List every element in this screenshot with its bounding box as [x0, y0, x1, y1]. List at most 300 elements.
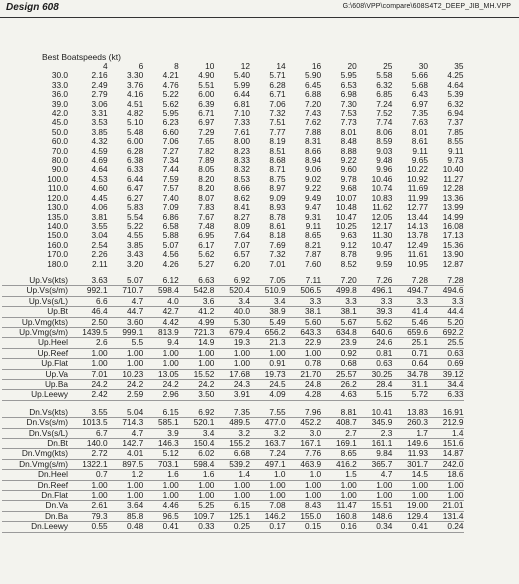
table-row: [2, 480, 464, 490]
table-row: [2, 459, 464, 469]
table-cell: 6.71: [198, 108, 215, 119]
table-cell: 7.89: [198, 155, 215, 166]
table-row: [2, 203, 464, 212]
table-cell: 5.25: [179, 501, 215, 511]
table-cell: 0.34: [357, 522, 393, 532]
table-cell: 7.61: [233, 126, 250, 137]
table-cell: 8.81: [321, 408, 357, 418]
table-cell: 0.48: [108, 522, 144, 532]
table-cell: 9.22: [305, 183, 322, 194]
row-label: 80.0: [51, 155, 68, 166]
row-label: 110.0: [47, 183, 68, 194]
table-cell: 24.2: [108, 380, 144, 390]
row-label: Up.Leewy: [2, 390, 72, 400]
table-cell: 21.3: [250, 338, 286, 348]
table-cell: 163.7: [250, 439, 286, 449]
table-cell: 8.93: [269, 202, 286, 213]
table-cell: 8.52: [340, 258, 357, 269]
table-row: [2, 296, 464, 306]
table-cell: 13.44: [407, 211, 428, 222]
table-cell: 212.9: [428, 418, 464, 428]
table-cell: 0.68: [321, 359, 357, 369]
table-cell: 6.7: [72, 428, 108, 438]
table-cell: 1.00: [428, 480, 464, 490]
table-row: [2, 118, 464, 127]
table-cell: 1.00: [143, 359, 179, 369]
table-row: [2, 147, 464, 156]
table-cell: 510.9: [250, 286, 286, 296]
table-cell: 6.15: [143, 408, 179, 418]
table-cell: 24.2: [143, 380, 179, 390]
table-cell: 9.95: [376, 249, 393, 260]
table-cell: 1.4: [428, 428, 464, 438]
table-cell: 9.06: [305, 164, 322, 175]
table-cell: 4.56: [162, 249, 179, 260]
table-cell: 6.45: [305, 79, 322, 90]
table-cell: 301.7: [392, 459, 428, 469]
table-cell: 1.00: [179, 491, 215, 501]
table-cell: 714.3: [108, 418, 144, 428]
table-cell: 1.00: [286, 491, 322, 501]
table-cell: 38.9: [250, 307, 286, 317]
table-cell: 15.52: [179, 369, 215, 379]
table-cell: 31.1: [392, 380, 428, 390]
table-cell: 10.74: [371, 183, 393, 194]
table-cell: 8.78: [269, 211, 286, 222]
table-cell: 7.69: [269, 239, 286, 250]
table-cell: 3.04: [91, 230, 108, 241]
table-cell: 3.55: [72, 408, 108, 418]
table-cell: 1.00: [108, 359, 144, 369]
table-cell: 2.59: [108, 390, 144, 400]
table-row: [2, 428, 464, 438]
table-cell: 3.3: [321, 296, 357, 306]
row-label: Dn.Leewy: [2, 522, 72, 532]
table-cell: 1.00: [143, 491, 179, 501]
table-cell: 8.18: [269, 230, 286, 241]
table-cell: 42.7: [143, 307, 179, 317]
table-row: [2, 90, 464, 99]
table-cell: 1.00: [72, 491, 108, 501]
row-label: Dn.Vs(s/m): [2, 418, 72, 428]
file-path: G:\608\VPP\compare\608S4T2_DEEP_JIB_MH.VPP: [342, 3, 511, 10]
row-label: 45.0: [51, 117, 68, 128]
vpp-table-body: [2, 62, 464, 532]
table-row: [2, 71, 464, 80]
table-cell: 452.2: [286, 418, 322, 428]
table-cell: 659.6: [392, 327, 428, 337]
table-cell: 2.16: [91, 70, 108, 81]
table-cell: 11.47: [321, 501, 357, 511]
table-cell: 7.63: [411, 117, 428, 128]
table-cell: 5.46: [392, 317, 428, 327]
row-label: 50.0: [51, 126, 68, 137]
table-cell: 6.43: [411, 89, 428, 100]
table-cell: 7.20: [321, 276, 357, 286]
row-label: 120.0: [47, 192, 68, 203]
table-cell: 146.2: [250, 511, 286, 521]
table-cell: 11.30: [372, 230, 393, 241]
table-cell: 3.30: [127, 70, 144, 81]
table-cell: 4.76: [162, 79, 179, 90]
table-cell: 7.01: [72, 369, 108, 379]
table-cell: 692.2: [428, 327, 464, 337]
table-cell: 4.09: [250, 390, 286, 400]
table-cell: 8.65: [305, 230, 322, 241]
table-cell: 8.33: [233, 155, 250, 166]
table-cell: 6.02: [179, 449, 215, 459]
table-cell: 7.33: [233, 117, 250, 128]
table-cell: 8.94: [305, 155, 322, 166]
table-cell: 1.6: [179, 470, 215, 480]
table-cell: 13.05: [143, 369, 179, 379]
table-cell: 3.3: [286, 296, 322, 306]
table-cell: 5.67: [321, 317, 357, 327]
table-cell: 7.43: [305, 108, 322, 119]
table-cell: 39.3: [357, 307, 393, 317]
table-cell: 9.11: [412, 145, 428, 156]
table-cell: 1.4: [214, 470, 250, 480]
table-cell: 1.00: [179, 480, 215, 490]
table-row: [2, 408, 464, 418]
table-cell: 542.8: [179, 286, 215, 296]
table-cell: 9.31: [305, 211, 322, 222]
table-cell: 0.63: [428, 348, 464, 358]
table-cell: 6.86: [162, 211, 179, 222]
table-cell: 1322.1: [72, 459, 108, 469]
table-cell: 1.00: [357, 480, 393, 490]
table-cell: 6.39: [198, 98, 215, 109]
table-cell: 1439.5: [72, 327, 108, 337]
table-cell: 7.76: [286, 449, 322, 459]
table-cell: 477.0: [250, 418, 286, 428]
table-cell: 6.23: [162, 117, 179, 128]
table-cell: 3.63: [72, 276, 108, 286]
table-cell: 5.07: [162, 239, 179, 250]
table-cell: 6.32: [447, 98, 464, 109]
row-label: Dn.Ba: [2, 511, 72, 521]
row-label: Up.Reef: [2, 348, 72, 358]
table-cell: 0.16: [321, 522, 357, 532]
wind-speed-header: 25: [383, 61, 393, 71]
table-cell: 4.64: [447, 79, 464, 90]
table-cell: 2.3: [357, 428, 393, 438]
table-cell: 14.99: [442, 211, 464, 222]
table-cell: 129.4: [392, 511, 428, 521]
table-cell: 149.6: [392, 439, 428, 449]
table-cell: 6.63: [179, 276, 215, 286]
table-cell: 21.01: [428, 501, 464, 511]
table-cell: 8.20: [198, 183, 215, 194]
table-cell: 1.00: [214, 480, 250, 490]
table-cell: 11.61: [407, 249, 428, 260]
table-cell: 151.6: [428, 439, 464, 449]
table-cell: 5.71: [269, 70, 286, 81]
table-row: [2, 418, 464, 428]
table-cell: 5.62: [162, 98, 179, 109]
table-cell: 6.28: [269, 79, 286, 90]
table-cell: 5.83: [127, 202, 144, 213]
table-cell: 1.0: [286, 470, 322, 480]
table-cell: 12.77: [407, 202, 428, 213]
table-cell: 9.4: [143, 338, 179, 348]
table-cell: 19.00: [392, 501, 428, 511]
table-cell: 6.44: [127, 173, 144, 184]
table-cell: 6.20: [233, 258, 250, 269]
table-cell: 5.39: [447, 89, 464, 100]
table-cell: 6.33: [127, 164, 144, 175]
table-cell: 7.09: [162, 202, 179, 213]
table-cell: 8.71: [269, 164, 286, 175]
table-cell: 8.01: [411, 126, 428, 137]
table-cell: 3.91: [214, 390, 250, 400]
table-cell: 2.11: [92, 258, 108, 269]
row-label: 160.0: [47, 239, 68, 250]
table-cell: 0.7: [72, 470, 108, 480]
table-cell: 3.50: [179, 390, 215, 400]
table-cell: 3.3: [357, 296, 393, 306]
table-cell: 2.50: [72, 317, 108, 327]
table-cell: 4.53: [91, 173, 108, 184]
table-cell: 6.15: [214, 501, 250, 511]
wind-speed-header: 10: [205, 61, 215, 71]
table-cell: 1.00: [179, 348, 215, 358]
table-cell: 992.1: [72, 286, 108, 296]
table-cell: 520.4: [214, 286, 250, 296]
section-label: Best Boatspeeds (kt): [42, 52, 121, 62]
table-cell: 4.32: [91, 136, 108, 147]
table-cell: 5.54: [127, 211, 144, 222]
table-cell: 9.02: [305, 173, 322, 184]
table-cell: 10.83: [371, 192, 393, 203]
table-cell: 598.4: [143, 286, 179, 296]
table-cell: 13.83: [392, 408, 428, 418]
table-cell: 7.05: [250, 276, 286, 286]
table-cell: 1.5: [321, 470, 357, 480]
table-row: [2, 231, 464, 240]
table-cell: 12.17: [371, 220, 393, 231]
table-cell: 494.6: [428, 286, 464, 296]
table-cell: 5.66: [411, 70, 428, 81]
table-cell: 5.88: [162, 230, 179, 241]
table-cell: 999.1: [108, 327, 144, 337]
table-cell: 3.85: [91, 126, 108, 137]
table-cell: 4.99: [179, 317, 215, 327]
table-cell: 4.7: [108, 296, 144, 306]
table-cell: 7.53: [340, 108, 357, 119]
row-label: 70.0: [51, 145, 68, 156]
row-label: Up.Bt: [2, 307, 72, 317]
table-cell: 365.7: [357, 459, 393, 469]
wind-speed-header: 16: [311, 61, 322, 71]
table-cell: 8.61: [269, 220, 286, 231]
table-row: [2, 260, 464, 269]
table-row: [2, 307, 464, 317]
table-cell: 10.95: [407, 258, 428, 269]
table-cell: 9.11: [305, 220, 322, 231]
table-row: [2, 194, 464, 203]
table-cell: 710.7: [108, 286, 144, 296]
table-cell: 3.4: [250, 296, 286, 306]
table-cell: 9.59: [376, 258, 393, 269]
table-cell: 5.51: [198, 79, 215, 90]
vpp-table: [2, 62, 464, 533]
table-cell: 4.51: [127, 98, 144, 109]
wind-speed-header: 4: [102, 61, 108, 71]
table-cell: 6.57: [233, 249, 250, 260]
table-cell: 4.55: [127, 230, 144, 241]
table-cell: 12.49: [407, 239, 428, 250]
table-cell: 1.00: [428, 491, 464, 501]
table-row: [2, 359, 464, 369]
table-cell: 140.0: [72, 439, 108, 449]
table-cell: 9.22: [340, 155, 357, 166]
table-cell: 41.4: [392, 307, 428, 317]
table-cell: 9.03: [376, 145, 393, 156]
table-cell: 0.41: [143, 522, 179, 532]
table-cell: 79.3: [72, 511, 108, 521]
table-row: [2, 327, 464, 337]
table-cell: 0.24: [428, 522, 464, 532]
table-cell: 7.24: [250, 449, 286, 459]
table-cell: 17.68: [214, 369, 250, 379]
table-row: [2, 109, 464, 118]
table-cell: 5.15: [357, 390, 393, 400]
table-cell: 7.32: [269, 249, 286, 260]
row-label: 42.0: [51, 108, 68, 119]
table-cell: 22.9: [286, 338, 322, 348]
table-cell: 5.95: [162, 108, 179, 119]
table-cell: 5.68: [411, 79, 428, 90]
row-label: 100.0: [47, 173, 68, 184]
table-cell: 23.9: [321, 338, 357, 348]
table-cell: 585.1: [143, 418, 179, 428]
table-cell: 9.68: [340, 183, 357, 194]
spacer-cell: [2, 269, 464, 276]
table-cell: 634.8: [321, 327, 357, 337]
table-cell: 7.26: [357, 276, 393, 286]
table-cell: 6.97: [411, 98, 428, 109]
table-cell: 7.55: [250, 408, 286, 418]
table-cell: 4.16: [127, 89, 144, 100]
table-cell: 14.87: [428, 449, 464, 459]
table-cell: 4.25: [447, 70, 464, 81]
table-cell: 8.61: [411, 136, 428, 147]
table-row: [2, 317, 464, 327]
table-cell: 0.71: [392, 348, 428, 358]
table-cell: 96.5: [143, 511, 179, 521]
table-cell: 2.61: [72, 501, 108, 511]
table-cell: 4.06: [91, 202, 108, 213]
table-cell: 0.33: [179, 522, 215, 532]
wind-speed-header: 12: [240, 61, 250, 71]
table-cell: 0.17: [250, 522, 286, 532]
table-cell: 1.00: [214, 348, 250, 358]
table-cell: 345.9: [357, 418, 393, 428]
table-cell: 7.65: [198, 136, 215, 147]
table-cell: 44.4: [428, 307, 464, 317]
table-cell: 5.10: [127, 117, 144, 128]
table-cell: 8.27: [233, 211, 250, 222]
table-cell: 0.69: [428, 359, 464, 369]
table-cell: 7.44: [162, 164, 179, 175]
table-cell: 4.7: [357, 470, 393, 480]
table-cell: 463.9: [286, 459, 322, 469]
row-label: Dn.Vs(kts): [2, 408, 72, 418]
table-cell: 3.4: [214, 296, 250, 306]
table-cell: 7.59: [162, 173, 179, 184]
table-cell: 7.73: [340, 117, 357, 128]
table-cell: 15.36: [442, 239, 464, 250]
table-cell: 0.81: [357, 348, 393, 358]
table-row: [2, 348, 464, 358]
table-cell: 8.43: [286, 501, 322, 511]
table-row: [2, 276, 464, 286]
table-cell: 3.0: [286, 428, 322, 438]
table-cell: 1.00: [108, 480, 144, 490]
table-cell: 12.28: [442, 183, 464, 194]
table-cell: 2.96: [143, 390, 179, 400]
row-label: 36.0: [51, 89, 68, 100]
table-cell: 24.2: [72, 380, 108, 390]
table-cell: 3.2: [250, 428, 286, 438]
table-cell: 6.00: [127, 136, 144, 147]
table-cell: 5.62: [198, 249, 215, 260]
table-cell: 9.73: [447, 155, 464, 166]
table-cell: 14.13: [407, 220, 428, 231]
table-cell: 1.00: [250, 348, 286, 358]
table-cell: 8.97: [269, 183, 286, 194]
table-cell: 0.41: [392, 522, 428, 532]
table-cell: 3.60: [108, 317, 144, 327]
table-cell: 40.0: [214, 307, 250, 317]
table-row: [2, 184, 464, 193]
table-cell: 155.2: [214, 439, 250, 449]
wind-speed-header: 14: [276, 61, 286, 71]
table-cell: 496.1: [357, 286, 393, 296]
table-cell: 5.04: [108, 408, 144, 418]
table-cell: 5.99: [233, 79, 250, 90]
table-cell: 10.46: [371, 173, 393, 184]
table-cell: 3.31: [91, 108, 108, 119]
table-cell: 19.3: [214, 338, 250, 348]
row-label: 170.0: [47, 249, 68, 260]
table-cell: 242.0: [428, 459, 464, 469]
table-row: [2, 213, 464, 222]
table-cell: 6.81: [233, 98, 250, 109]
table-cell: 0.92: [321, 348, 357, 358]
table-cell: 3.76: [127, 79, 144, 90]
table-cell: 5.95: [340, 70, 357, 81]
row-label: Up.Flat: [2, 359, 72, 369]
table-cell: 10.48: [335, 202, 357, 213]
table-row: [2, 100, 464, 109]
table-cell: 7.35: [214, 408, 250, 418]
table-cell: 4.0: [143, 296, 179, 306]
table-cell: 160.8: [321, 511, 357, 521]
table-cell: 6.27: [127, 192, 144, 203]
wind-speed-header: 6: [138, 61, 144, 71]
table-cell: 5.40: [233, 70, 250, 81]
table-cell: 25.5: [428, 338, 464, 348]
table-cell: 9.65: [411, 155, 428, 166]
table-cell: 8.88: [340, 145, 357, 156]
table-cell: 34.78: [392, 369, 428, 379]
table-cell: 10.41: [357, 408, 393, 418]
table-cell: 5.49: [250, 317, 286, 327]
table-cell: 2.42: [72, 390, 108, 400]
wind-speed-header: 20: [347, 61, 357, 71]
